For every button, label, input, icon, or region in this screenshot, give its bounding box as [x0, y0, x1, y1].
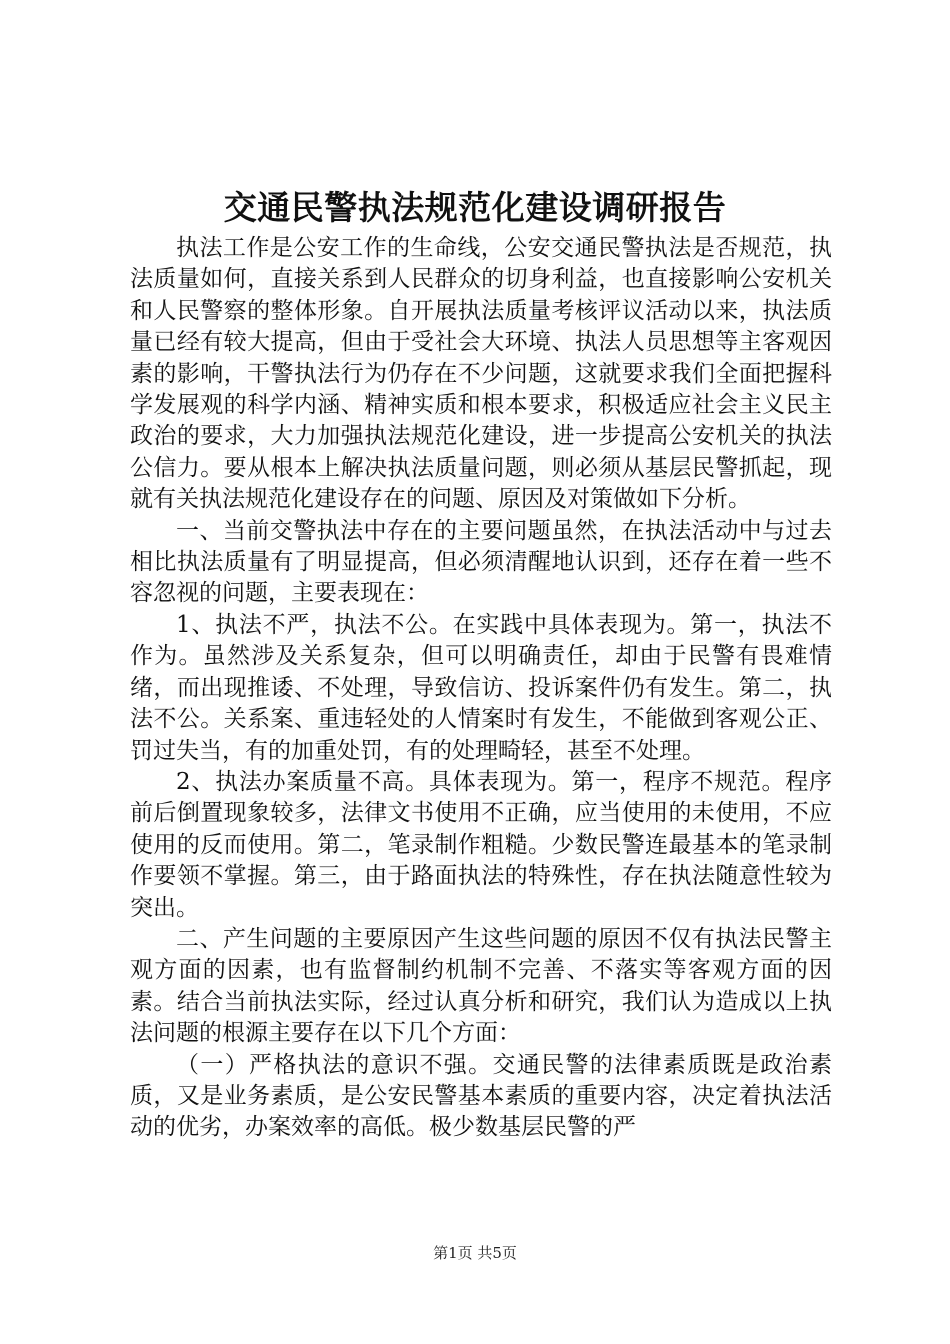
- paragraph-subsection-1: （一）严格执法的意识不强。交通民警的法律素质既是政治素质，又是业务素质，是公安民警基本素质的重要内容，决定着执法活动的优劣，办案效率的高低。极少数基层民警的严: [130, 1051, 832, 1141]
- paragraph-intro: 执法工作是公安工作的生命线，公安交通民警执法是否规范，执法质量如何，直接关系到人民群众的切身利益，也直接影响公安机关和人民警察的整体形象。自开展执法质量考核评议活动以来，执法质量已经有较大提高，但由于受社会大环境、执法人员思想等主客观因素的影响，干警执法行为仍存在不少问题，这就要求我们全面把握科学发展观的科学内涵、精神实质和根本要求，积极适应社会主义民主政治的要求，大力加强执法规范化建设，进一步提高公安机关的执法公信力。要从根本上解决执法质量问题，则必须从基层民警抓起，现就有关执法规范化建设存在的问题、原因及对策做如下分析。: [130, 235, 832, 513]
- paragraph-section-1: 一、当前交警执法中存在的主要问题虽然，在执法活动中与过去相比执法质量有了明显提高，但必须清醒地认识到，还存在着一些不容忽视的问题，主要表现在：: [130, 517, 832, 607]
- document-body: [130, 233, 832, 1144]
- page-number-footer: 第1页 共5页: [433, 1244, 517, 1262]
- document-title: 交通民警执法规范化建设调研报告: [223, 188, 727, 227]
- paragraph-item-2: 2、执法办案质量不高。具体表现为。第一，程序不规范。程序前后倒置现象较多，法律文书使用不正确，应当使用的未使用，不应使用的反而使用。第二，笔录制作粗糙。少数民警连最基本的笔录制作要领不掌握。第三，由于路面执法的特殊性，存在执法随意性较为突出。: [130, 768, 832, 921]
- paragraph-item-1: 1、执法不严，执法不公。在实践中具体表现为。第一，执法不作为。虽然涉及关系复杂，但可以明确责任，却由于民警有畏难情绪，而出现推诿、不处理，导致信访、投诉案件仍有发生。第二，执法不公。关系案、重违轻处的人情案时有发生，不能做到客观公正、罚过失当，有的加重处罚，有的处理畸轻，甚至不处理。: [130, 611, 832, 764]
- paragraph-section-2: 二、产生问题的主要原因产生这些问题的原因不仅有执法民警主观方面的因素，也有监督制约机制不完善、不落实等客观方面的因素。结合当前执法实际，经过认真分析和研究，我们认为造成以上执法问题的根源主要存在以下几个方面：: [130, 925, 832, 1047]
